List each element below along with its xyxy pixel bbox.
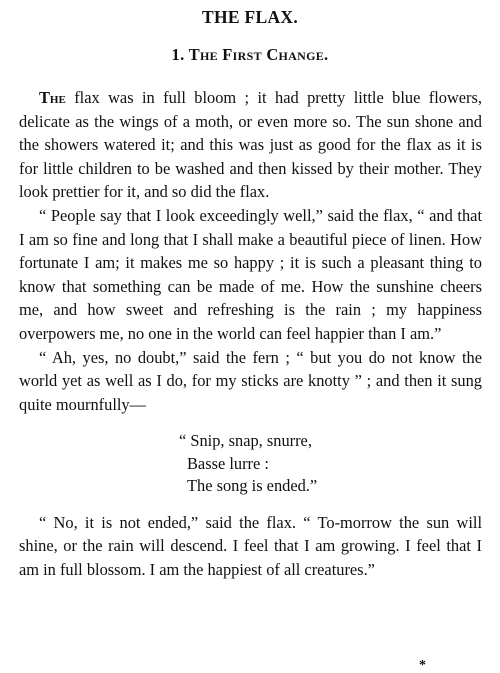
paragraph-1 bbox=[19, 86, 482, 204]
story-title: THE FLAX. bbox=[201, 7, 299, 27]
verse-line-2: Basse lurre : bbox=[187, 453, 269, 473]
paragraph-1-text: flax was in full bloom ; it had pretty little blue flowers, delicate as the wings of a moth, or even more so. The sun shone and the showers watered it; and this was just as good for the flax as it is for little children to be washed and then kissed by their mother. They look prettier for it, and so did the flax. bbox=[19, 88, 482, 202]
verse-block bbox=[19, 430, 482, 498]
verse-line-3: The song is ended.” bbox=[187, 476, 318, 496]
paragraph-1-lead: The bbox=[39, 88, 66, 107]
verse-line-1: “ Snip, snap, snurre, bbox=[179, 431, 312, 451]
chapter-heading: 1. The First Change. bbox=[171, 45, 329, 64]
story-body bbox=[19, 86, 482, 582]
paragraph-3: “ Ah, yes, no doubt,” said the fern ; “ but you do not know the world yet as well as I do, for my sticks are knotty ” ; and then it sung quite mournfully— bbox=[19, 347, 482, 414]
paragraph-4: “ No, it is not ended,” said the flax. “ To-morrow the sun will shine, or the rain will descend. I feel that I am growing. I feel that I am in full blossom. I am the happiest of all creatures.” bbox=[19, 512, 482, 579]
paragraph-2: “ People say that I look exceedingly well,” said the flax, “ and that I am so fine and long that I shall make a beautiful piece of linen. How fortunate I am; it makes me so happy ; it is such a pleasant thing to know that something can be made of me. How the sunshine cheers me, and how sweet and refreshing is the rain ; my happiness overpowers me, no one in the world can feel happier than I am.” bbox=[19, 205, 482, 343]
footnote-marker: * bbox=[419, 658, 426, 673]
